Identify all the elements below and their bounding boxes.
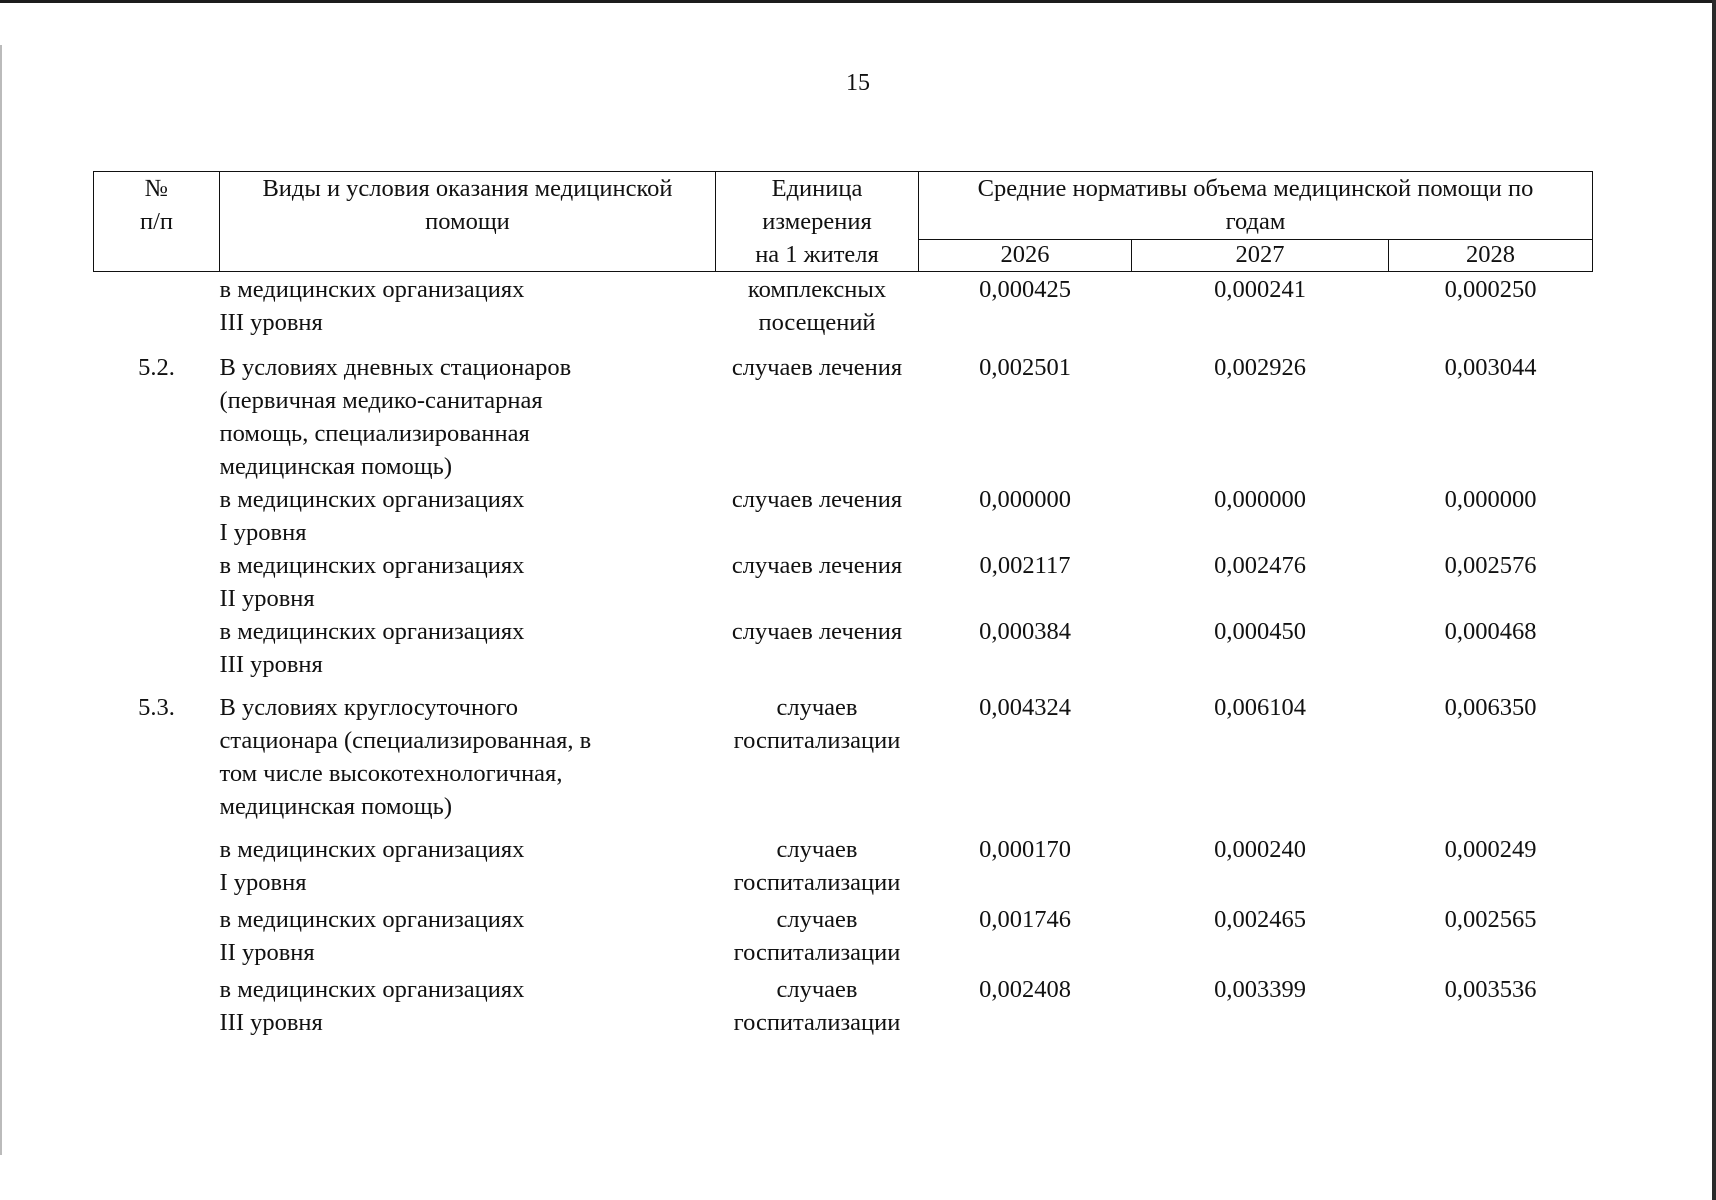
header-number-line1: №	[144, 175, 169, 202]
value-2026: 0,000170	[979, 836, 1071, 863]
row-unit	[716, 681, 919, 823]
table-row	[94, 681, 1593, 823]
scan-right-edge	[1712, 0, 1716, 1200]
value-2028: 0,002576	[1444, 552, 1537, 579]
header-row	[94, 172, 1593, 240]
table-row	[94, 483, 1593, 549]
value-2028: 0,000000	[1444, 486, 1537, 513]
row-care-type	[220, 483, 716, 549]
value-2028: 0,000250	[1444, 276, 1537, 303]
value-2026: 0,001746	[979, 906, 1071, 933]
row-care-type	[220, 969, 716, 1039]
value-2027: 0,003399	[1214, 976, 1306, 1003]
value-2026: 0,000425	[979, 276, 1071, 303]
scan-top-edge	[0, 0, 1716, 3]
row-care-type	[220, 681, 716, 823]
value-2026: 0,000000	[979, 486, 1071, 513]
care-type-line: (первичная медико-санитарная	[219, 387, 543, 414]
row-number: 5.2.	[138, 354, 175, 381]
table-row	[94, 339, 1593, 483]
care-type-line: том числе высокотехнологичная,	[219, 760, 563, 787]
unit-line: госпитализации	[733, 1009, 901, 1036]
unit-line: случаев лечения	[731, 552, 903, 579]
table-row	[94, 272, 1593, 340]
row-unit	[716, 339, 919, 483]
row-number	[94, 899, 220, 969]
value-2027: 0,002476	[1214, 552, 1306, 579]
header-unit-line1: Единица	[771, 175, 863, 202]
row-number	[94, 549, 220, 615]
care-type-line: помощь, специализированная	[219, 420, 530, 447]
value-2028: 0,002565	[1444, 906, 1537, 933]
unit-line: случаев	[776, 976, 858, 1003]
scan-left-edge	[0, 45, 2, 1155]
value-2028: 0,003536	[1444, 976, 1537, 1003]
header-year-2028: 2028	[1389, 240, 1593, 272]
unit-line: случаев лечения	[731, 354, 903, 381]
value-2028: 0,006350	[1444, 694, 1537, 721]
value-2027: 0,000241	[1214, 276, 1306, 303]
unit-line: госпитализации	[733, 727, 901, 754]
unit-line: госпитализации	[733, 939, 901, 966]
value-2028: 0,000468	[1444, 618, 1537, 645]
norms-table	[93, 171, 1593, 1039]
care-type-line: III уровня	[219, 1009, 323, 1036]
unit-line: случаев	[776, 906, 858, 933]
header-care-type-line2: помощи	[425, 208, 510, 235]
care-type-line: В условиях круглосуточного	[219, 694, 519, 721]
care-type-line: в медицинских организациях	[219, 552, 525, 579]
value-2027: 0,002926	[1214, 354, 1306, 381]
unit-line: посещений	[758, 309, 876, 336]
value-2027: 0,000450	[1214, 618, 1306, 645]
table-row	[94, 899, 1593, 969]
row-care-type	[220, 899, 716, 969]
table-row	[94, 615, 1593, 681]
care-type-line: в медицинских организациях	[219, 486, 525, 513]
header-number-line2: п/п	[139, 208, 174, 235]
row-care-type	[220, 339, 716, 483]
care-type-line: I уровня	[219, 869, 307, 896]
value-2026: 0,000384	[979, 618, 1071, 645]
row-unit	[716, 823, 919, 899]
row-number	[94, 483, 220, 549]
unit-line: случаев лечения	[731, 618, 903, 645]
value-2027: 0,002465	[1214, 906, 1306, 933]
row-number	[94, 969, 220, 1039]
row-care-type	[220, 823, 716, 899]
row-care-type	[220, 549, 716, 615]
header-year-2027: 2027	[1132, 240, 1389, 272]
unit-line: госпитализации	[733, 869, 901, 896]
table-row	[94, 549, 1593, 615]
page-number: 15	[846, 70, 870, 96]
header-care-type	[220, 172, 716, 272]
care-type-line: В условиях дневных стационаров	[219, 354, 572, 381]
table-row	[94, 823, 1593, 899]
care-type-line: в медицинских организациях	[219, 618, 525, 645]
value-2026: 0,002117	[979, 552, 1071, 579]
row-number: 5.3.	[138, 694, 175, 721]
value-2027: 0,000000	[1214, 486, 1306, 513]
value-2027: 0,000240	[1214, 836, 1306, 863]
care-type-line: I уровня	[219, 519, 307, 546]
row-unit	[716, 969, 919, 1039]
unit-line: случаев лечения	[731, 486, 903, 513]
care-type-line: медицинская помощь)	[219, 793, 452, 820]
value-2028: 0,003044	[1444, 354, 1537, 381]
unit-line: комплексных	[747, 276, 887, 303]
row-care-type	[220, 272, 716, 340]
care-type-line: стационара (специализированная, в	[219, 727, 592, 754]
header-norms-line1: Средние нормативы объема медицинской помощи по	[977, 175, 1534, 202]
value-2028: 0,000249	[1444, 836, 1537, 863]
unit-line: случаев	[776, 694, 858, 721]
value-2026: 0,002408	[979, 976, 1071, 1003]
value-2026: 0,004324	[979, 694, 1071, 721]
row-unit	[716, 272, 919, 340]
header-care-type-line1: Виды и условия оказания медицинской	[262, 175, 673, 202]
care-type-line: медицинская помощь)	[219, 453, 452, 480]
table-row	[94, 969, 1593, 1039]
row-unit	[716, 549, 919, 615]
header-unit	[716, 172, 919, 272]
value-2027: 0,006104	[1214, 694, 1306, 721]
header-unit-line2: измерения	[762, 208, 872, 235]
header-number	[94, 172, 220, 272]
header-year-2026: 2026	[919, 240, 1132, 272]
row-number	[94, 823, 220, 899]
row-unit	[716, 483, 919, 549]
row-unit	[716, 615, 919, 681]
care-type-line: II уровня	[219, 939, 315, 966]
care-type-line: в медицинских организациях	[219, 976, 525, 1003]
care-type-line: III уровня	[219, 309, 323, 336]
care-type-line: II уровня	[219, 585, 315, 612]
header-norms-line2: годам	[1225, 208, 1286, 235]
row-number	[94, 615, 220, 681]
care-type-line: в медицинских организациях	[219, 836, 525, 863]
care-type-line: III уровня	[219, 651, 323, 678]
header-norms	[919, 172, 1593, 240]
care-type-line: в медицинских организациях	[219, 276, 525, 303]
value-2026: 0,002501	[979, 354, 1071, 381]
header-unit-line3: на 1 жителя	[755, 241, 879, 268]
care-type-line: в медицинских организациях	[219, 906, 525, 933]
row-unit	[716, 899, 919, 969]
unit-line: случаев	[776, 836, 858, 863]
row-care-type	[220, 615, 716, 681]
row-number	[94, 272, 220, 340]
